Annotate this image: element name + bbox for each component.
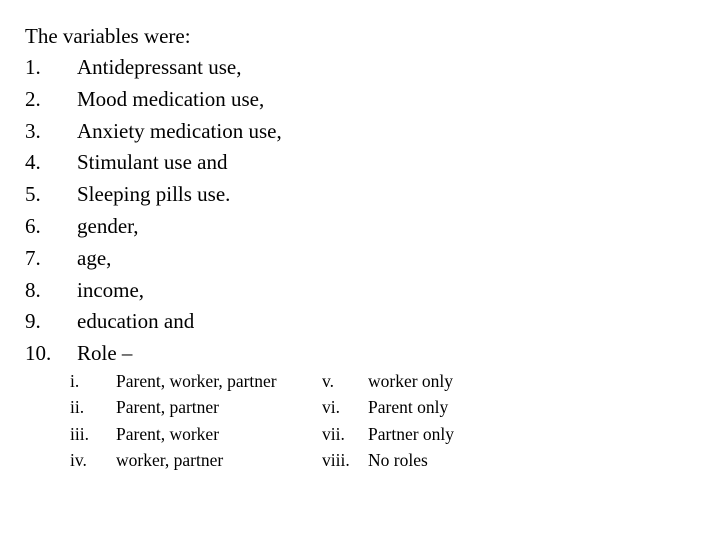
list-label: Sleeping pills use. [77, 182, 231, 207]
role-label: Parent, partner [116, 397, 220, 418]
role-number: v. [322, 371, 334, 391]
role-item [322, 394, 454, 420]
role-number: vi. [322, 397, 340, 418]
list-item [25, 116, 282, 148]
role-item [70, 421, 277, 447]
role-label: worker, partner [116, 450, 224, 471]
role-number: iv. [70, 450, 87, 471]
list-number: 5. [25, 182, 41, 207]
list-label: education and [77, 309, 195, 334]
role-label: worker only [368, 371, 454, 391]
role-number: ii. [70, 397, 85, 418]
list-label: Antidepressant use, [77, 55, 242, 79]
list-number: 10. [25, 341, 52, 366]
list-item [25, 84, 282, 116]
role-item [70, 368, 277, 394]
roles-list-right [322, 368, 454, 474]
list-item [25, 52, 282, 84]
list-label: Role – [77, 341, 133, 366]
role-number: viii. [322, 450, 350, 471]
role-number: vii. [322, 423, 345, 444]
role-item [322, 368, 454, 394]
role-item [70, 394, 277, 420]
list-label: gender, [77, 213, 139, 238]
list-number: 7. [25, 245, 41, 270]
list-number: 9. [25, 309, 41, 334]
list-label: age, [77, 245, 112, 270]
list-label: income, [77, 277, 145, 302]
list-item [25, 275, 282, 307]
list-label: Stimulant use and [77, 150, 228, 175]
list-number: 4. [25, 150, 41, 175]
list-item [25, 211, 282, 243]
roles-list-left [70, 368, 277, 474]
role-label: Parent, worker [116, 423, 220, 444]
list-item [25, 243, 282, 275]
role-number: i. [70, 371, 80, 391]
role-label: No roles [368, 450, 428, 471]
list-number: 1. [25, 55, 41, 79]
list-number: 2. [25, 86, 41, 111]
list-item [25, 147, 282, 179]
variables-list [25, 52, 282, 370]
heading: The variables were: [25, 24, 191, 48]
list-item [25, 179, 282, 211]
list-number: 6. [25, 213, 41, 238]
role-item [322, 447, 454, 473]
role-label: Partner only [368, 423, 455, 444]
list-label: Anxiety medication use, [77, 118, 282, 143]
role-item [70, 447, 277, 473]
list-item [25, 338, 282, 370]
list-number: 8. [25, 277, 41, 302]
list-item [25, 306, 282, 338]
role-label: Parent only [368, 397, 449, 418]
list-number: 3. [25, 118, 41, 143]
list-label: Mood medication use, [77, 86, 265, 111]
role-label: Parent, worker, partner [116, 371, 277, 391]
role-number: iii. [70, 423, 89, 444]
role-item [322, 421, 454, 447]
